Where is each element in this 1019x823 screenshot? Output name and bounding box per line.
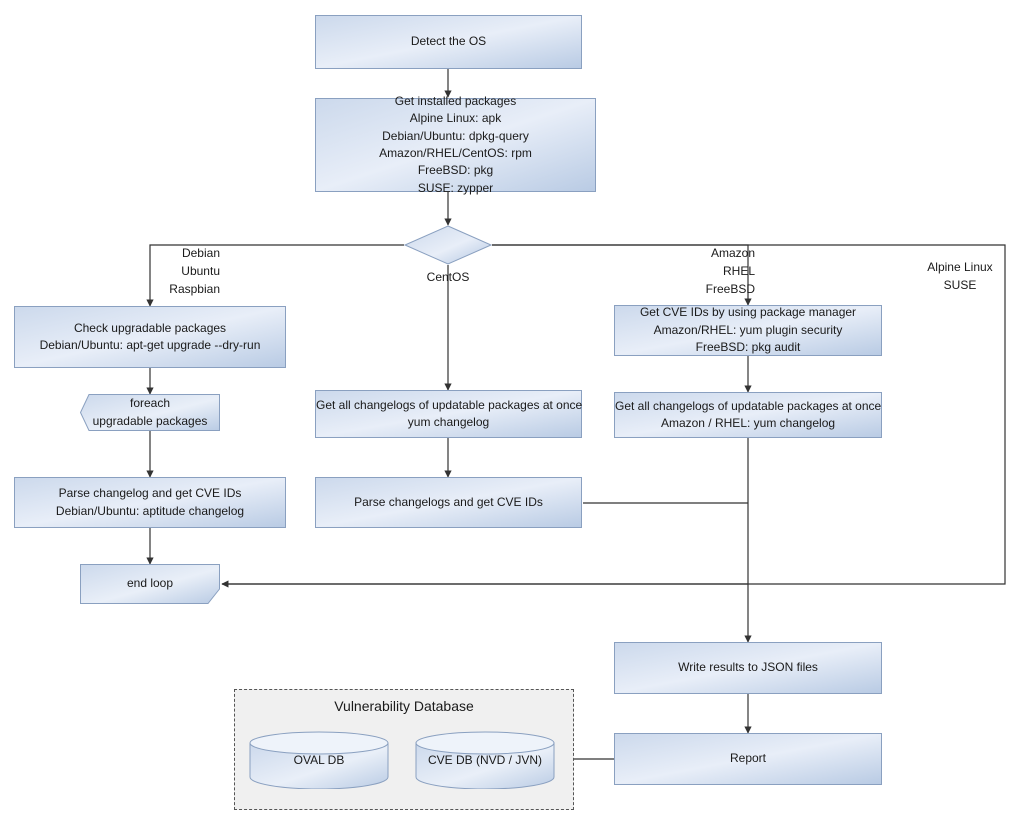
node-changelogs-amazon-label: Get all changelogs of updatable packages at once Amazon / RHEL: yum changelog [615,398,882,430]
node-foreach-upgradable[interactable] [80,394,220,431]
node-get-installed-packages[interactable] [315,93,596,195]
node-report-label: Report [729,751,767,766]
node-end-loop[interactable] [80,564,220,604]
db-oval[interactable] [249,731,389,789]
group-vulnerability-database [234,689,574,810]
node-changelogs-amazon[interactable] [614,392,882,438]
node-parse-changelog-debian[interactable] [14,477,286,528]
node-foreach-upgradable-label: foreach upgradable packages [92,396,208,428]
node-parse-changelogs-centos-label: Parse changelogs and get CVE IDs [354,494,543,509]
node-get-cve-ids-package-manager-label: Get CVE IDs by using package manager Amazon/RHEL: yum plugin security FreeBSD: pkg audit [639,305,857,355]
node-os-decision[interactable] [404,225,492,265]
db-cve[interactable] [415,731,555,789]
node-write-results[interactable] [614,642,882,694]
db-cve-label: CVE DB (NVD / JVN) [427,753,542,767]
node-parse-changelog-debian-label: Parse changelog and get CVE IDs Debian/Ubuntu: aptitude changelog [55,486,245,518]
edge-label-amazon: Amazon RHEL FreeBSD [705,246,755,296]
edge-label-centos: CentOS [426,270,470,284]
node-detect-os-label: Detect the OS [410,34,487,49]
node-get-installed-packages-label: Get installed packages Alpine Linux: apk Debian/Ubuntu: dpkg-query Amazon/RHEL/CentOS: rpm FreeBSD: pkg SUSE: zypper [379,93,532,195]
node-end-loop-label: end loop [126,576,174,591]
node-check-upgradable[interactable] [14,306,286,368]
edge-label-debian: Debian Ubuntu Raspbian [169,246,220,296]
node-parse-changelogs-centos[interactable] [315,477,582,528]
node-report[interactable] [614,733,882,785]
group-vulnerability-database-title: Vulnerability Database [334,698,474,714]
edge-label-alpine: Alpine Linux SUSE [927,260,993,292]
node-get-cve-ids-package-manager[interactable] [614,305,882,356]
node-check-upgradable-label: Check upgradable packages Debian/Ubuntu: apt-get upgrade --dry-run [39,320,261,352]
node-write-results-label: Write results to JSON files [678,660,818,675]
node-changelogs-centos[interactable] [315,390,582,438]
node-detect-os[interactable] [315,15,582,69]
db-oval-label: OVAL DB [293,753,345,767]
node-changelogs-centos-label: Get all changelogs of updatable packages at once yum changelog [316,397,583,429]
